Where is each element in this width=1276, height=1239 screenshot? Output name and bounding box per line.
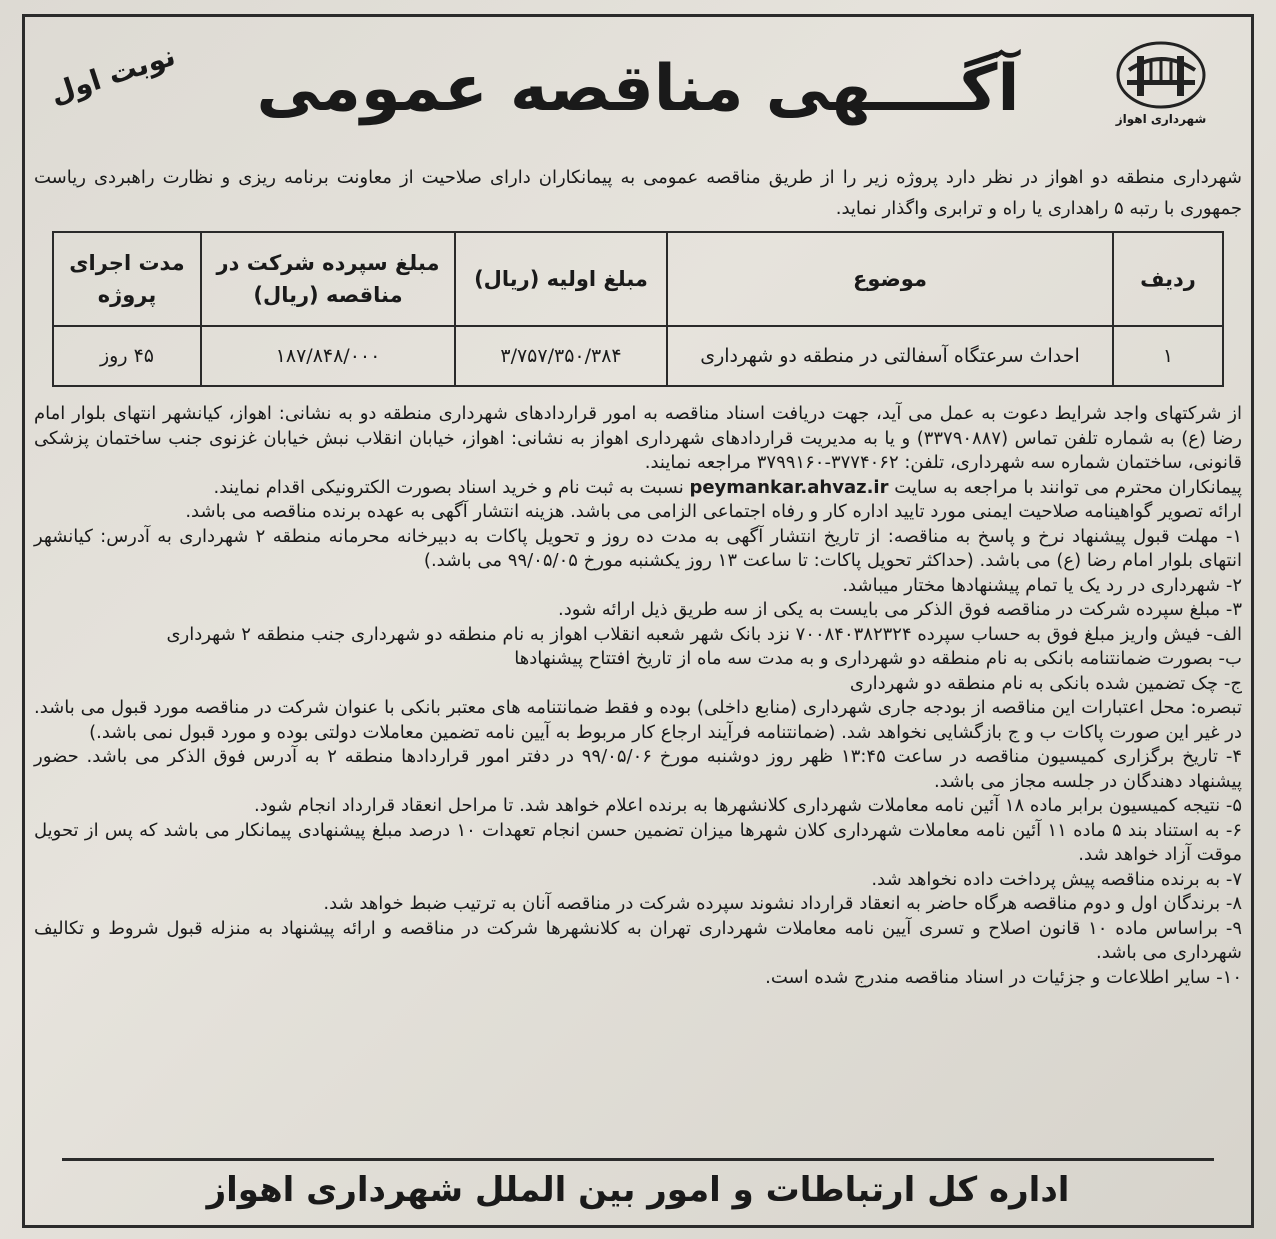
header-duration: مدت اجرای پروژه: [53, 232, 201, 326]
footer-divider: [62, 1158, 1214, 1161]
cell-initial-amount: ۳/۷۵۷/۳۵۰/۳۸۴: [455, 326, 667, 386]
clause-1: ۱- مهلت قبول پیشنهاد نرخ و پاسخ به مناقصه: از تاریخ انتشار آگهی به مدت ده روز و تحویل پاکات به دبیرخانه محرمانه منطقه ۲ شهرداری به آدرس: کیانشهر انتهای بلوار امام رضا (ع) می باشد. (حداکثر تحویل پاکات: تا ساعت ۱۳ روز یکشنبه مورخ ۹۹/۰۵/۰۵ می باشد.): [34, 525, 1242, 571]
header-row-number: ردیف: [1113, 232, 1223, 326]
clause-6: ۶- به استناد بند ۵ ماده ۱۱ آئین نامه معاملات شهرداری کلان شهرها میزان تضمین حسن انجام تعهدات ۱۰ درصد مبلغ پیشنهادی پیمانکار می باشد که پس از تحویل موقت آزاد خواهد شد.: [34, 819, 1243, 865]
clause-2: ۲- شهرداری در رد یک یا تمام پیشنهادها مختار میباشد.: [842, 574, 1242, 596]
footer-signature: اداره کل ارتباطات و امور بین الملل شهرداری اهواز: [206, 1170, 1070, 1210]
registration-text-after: نسبت به ثبت نام و خرید اسناد بصورت الکترونیکی اقدام نمایند.: [213, 476, 684, 498]
header-subject: موضوع: [667, 232, 1113, 326]
notice-body: [34, 402, 1242, 990]
clause-3b: ب- بصورت ضمانتنامه بانکی به نام منطقه دو شهرداری و به مدت سه ماه از تاریخ افتتاح پیشنهادها: [514, 648, 1242, 669]
clause-4: ۴- تاریخ برگزاری کمیسیون مناقصه در ساعت ۱۳:۴۵ ظهر روز دوشنبه مورخ ۹۹/۰۵/۰۶ در دفتر امور قراردادها منطقه ۲ به آدرس فوق الذکر می باشد. حضور پیشنهاد دهندگان در جلسه مجاز می باشد.: [34, 746, 1242, 792]
clause-3a: الف- فیش واریز مبلغ فوق به حساب سپرده ۷۰۰۸۴۰۳۸۲۳۲۴ نزد بانک شهر شعبه انقلاب اهواز به نام منطقه دو شهرداری جنب منطقه ۲ شهرداری: [166, 623, 1242, 645]
header-initial-amount: مبلغ اولیه (ریال): [455, 232, 667, 326]
tender-table: [52, 231, 1224, 387]
cell-subject: احداث سرعتگاه آسفالتی در منطقه دو شهرداری: [667, 326, 1113, 386]
clause-10: ۱۰- سایر اطلاعات و جزئیات در اسناد مناقصه مندرج شده است.: [765, 966, 1242, 988]
table-header-row: [53, 232, 1223, 326]
registration-text-before: پیمانکاران محترم می توانند با مراجعه به سایت: [894, 476, 1242, 498]
website-link[interactable]: peymankar.ahvaz.ir: [689, 476, 889, 498]
clause-5: ۵- نتیجه کمیسیون برابر ماده ۱۸ آئین نامه معاملات شهرداری کلانشهرها به برنده اعلام خواهد شد. تا مراحل انعقاد قرارداد انجام شود.: [254, 795, 1242, 816]
intro-paragraph: شهرداری منطقه دو اهواز در نظر دارد پروژه زیر را از طریق مناقصه عمومی به پیمانکاران دارای صلاحیت از معاونت برنامه ریزی و نظارت راهبردی ریاست جمهوری با رتبه ۵ راهداری یا راه و ترابری واگذار نماید.: [34, 167, 1242, 219]
clause-3c: ج- چک تضمین شده بانکی به نام منطقه دو شهرداری: [849, 672, 1242, 694]
cell-row-number: ۱: [1113, 326, 1223, 386]
clause-9: ۹- براساس ماده ۱۰ قانون اصلاح و تسری آیین نامه معاملات شهرداری تهران به کلانشهرها شرکت در مناقصه و ارائه پیشنهاد به منزله قبول شروط و تکالیف شهرداری می باشد.: [34, 917, 1242, 963]
safety-paragraph: ارائه تصویر گواهینامه صلاحیت ایمنی مورد تایید اداره کار و رفاه اجتماعی الزامی می باشد. هزینه انتشار آگهی به عهده برنده مناقصه می باشد.: [185, 501, 1242, 522]
header-deposit-amount: مبلغ سپرده شرکت در مناقصه (ریال): [201, 232, 455, 326]
clause-3: ۳- مبلغ سپرده شرکت در مناقصه فوق الذکر می بایست به یکی از سه طریق ذیل ارائه شود.: [558, 599, 1242, 620]
invitation-paragraph: از شرکتهای واجد شرایط دعوت به عمل می آید، جهت دریافت اسناد مناقصه به امور قراردادهای شهرداری منطقه دو به نشانی: اهواز، کیانشهر انتهای بلوار امام رضا (ع) به شماره تلفن تماس (۳۳۷۹۰۸۸۷) و یا به مدیریت قراردادهای شهرداری اهواز به نشانی: اهواز، خیابان انقلاب نبش خیابان غزنوی جنب ساختمان پزشکی قانونی، ساختمان شماره سه شهرداری، تلفن: ۳۷۷۴۰۶۲-۳۷۹۹۱۶۰ مراجعه نمایند.: [34, 403, 1242, 473]
clause-8: ۸- برندگان اول و دوم مناقصه هرگاه حاضر به انعقاد قرارداد نشوند سپرده شرکت در مناقصه آنان به ترتیب ضبط خواهد شد.: [323, 893, 1242, 914]
note-paragraph: تبصره: محل اعتبارات این مناقصه از بودجه جاری شهرداری (منابع داخلی) بوده و فقط ضمانتنامه های معتبر بانکی با عنوان شرکت در مناقصه مورد قبول می باشد. در غیر این صورت پاکات ب و ج بازگشایی نخواهد شد. (ضمانتنامه فرآیند ارجاع کار مربوط به آیین نامه تضمین معاملات دولتی بوده و مورد قبول نمی باشد.): [34, 697, 1242, 743]
logo-caption: شهرداری اهواز: [1115, 112, 1207, 126]
table-row: [53, 326, 1223, 386]
cell-duration: ۴۵ روز: [53, 326, 201, 386]
cell-deposit-amount: ۱۸۷/۸۴۸/۰۰۰: [201, 326, 455, 386]
registration-paragraph: [34, 476, 1242, 501]
clause-7: ۷- به برنده مناقصه پیش پرداخت داده نخواهد شد.: [871, 868, 1242, 890]
publication-round: نوبت اول: [46, 38, 180, 111]
notice-title: آگــــهی مناقصه عمومی: [256, 52, 1020, 126]
